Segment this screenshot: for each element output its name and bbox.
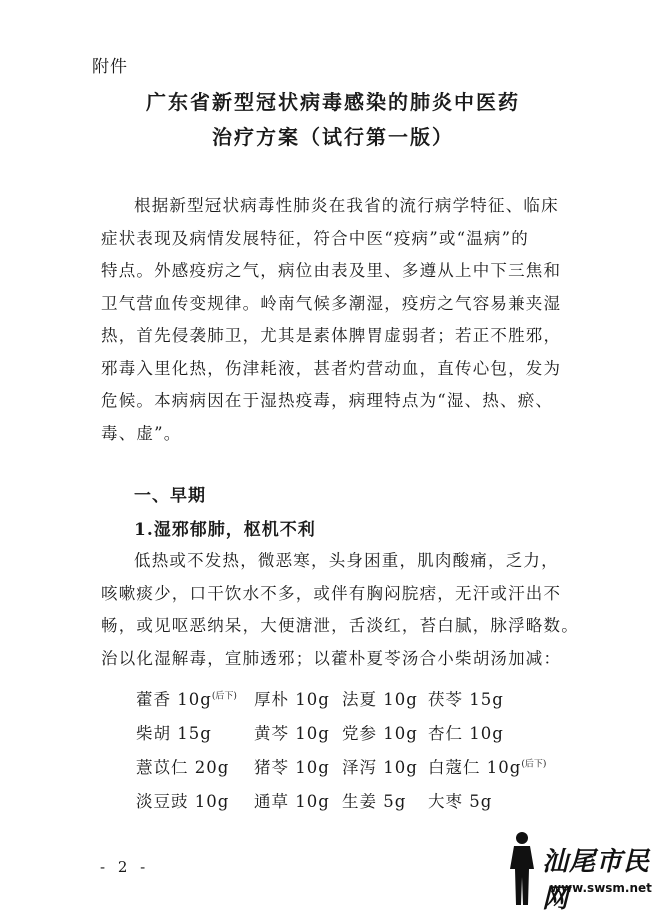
herb-note: (后下) (211, 691, 237, 702)
herb-item: 淡豆豉 10g (136, 792, 230, 811)
herb-item: 厚朴 10g (254, 690, 330, 709)
paragraph-line: 咳嗽痰少，口干饮水不多，或伴有胸闷脘痞，无汗或汗出不 (101, 583, 562, 603)
herb-item: 茯苓 15g (428, 690, 504, 709)
document-title-line-1: 广东省新型冠状病毒感染的肺炎中医药 (146, 90, 520, 114)
paragraph-line: 特点。外感疫疠之气，病位由表及里、多遵从上中下三焦和 (101, 261, 562, 280)
attachment-label: 附件 (92, 57, 128, 77)
paragraph-line: 畅，或见呕恶纳呆，大便溏泄，舌淡红，苔白腻，脉浮略数。 (101, 616, 579, 635)
herb-item (428, 754, 546, 778)
herb-dose: 白蔻仁 10g (428, 758, 522, 777)
paragraph-line: 邪毒入里化热，伤津耗液，甚者灼营动血，直传心包，发为 (101, 358, 562, 378)
herb-item: 杏仁 10g (428, 724, 504, 743)
herb-item: 大枣 5g (428, 792, 493, 811)
herb-note: (后下) (521, 759, 547, 770)
section-heading: 一、早期 (134, 486, 206, 506)
paragraph-line: 根据新型冠状病毒性肺炎在我省的流行病学特征、临床 (134, 196, 559, 215)
document-title-line-2: 治疗方案（试行第一版） (212, 125, 454, 149)
page-number: - 2 - (100, 858, 150, 876)
watermark-url: www.swsm.net (550, 881, 652, 895)
herb-item: 党参 10g (342, 724, 418, 743)
paragraph-line: 毒、虚”。 (101, 423, 182, 443)
herb-item: 通草 10g (254, 792, 330, 811)
watermark-logo (502, 829, 658, 914)
person-silhouette-icon (502, 829, 542, 907)
herb-item: 薏苡仁 20g (136, 758, 230, 777)
herb-item: 猪苓 10g (254, 758, 330, 777)
paragraph-line: 卫气营血传变规律。岭南气候多潮湿，疫疠之气容易兼夹湿 (101, 293, 562, 313)
herb-item: 泽泻 10g (342, 758, 418, 777)
subsection-heading: 1.湿邪郁肺，枢机不利 (134, 520, 316, 540)
paragraph-line: 热，首先侵袭肺卫，尤其是素体脾胃虚弱者；若正不胜邪， (101, 326, 562, 345)
intro-paragraph (101, 190, 571, 450)
herb-item: 黄芩 10g (254, 724, 330, 743)
watermark-brand: 汕尾市民网 (542, 847, 651, 914)
paragraph-line: 低热或不发热，微恶寒，头身困重，肌肉酸痛，乏力， (134, 551, 559, 570)
paragraph-line: 症状表现及病情发展特征，符合中医“疫病”或“温病”的 (101, 228, 529, 248)
herb-item: 法夏 10g (342, 690, 418, 709)
herb-item: 生姜 5g (342, 792, 407, 811)
herb-item: 柴胡 15g (136, 724, 212, 743)
symptom-paragraph (101, 545, 579, 675)
herb-dose: 藿香 10g (136, 690, 212, 709)
paragraph-line: 危候。本病病因在于湿热疫毒，病理特点为“湿、热、瘀、 (101, 391, 554, 410)
herb-item (136, 686, 237, 710)
paragraph-line: 治以化湿解毒，宣肺透邪；以藿朴夏苓汤合小柴胡汤加减： (101, 648, 562, 668)
